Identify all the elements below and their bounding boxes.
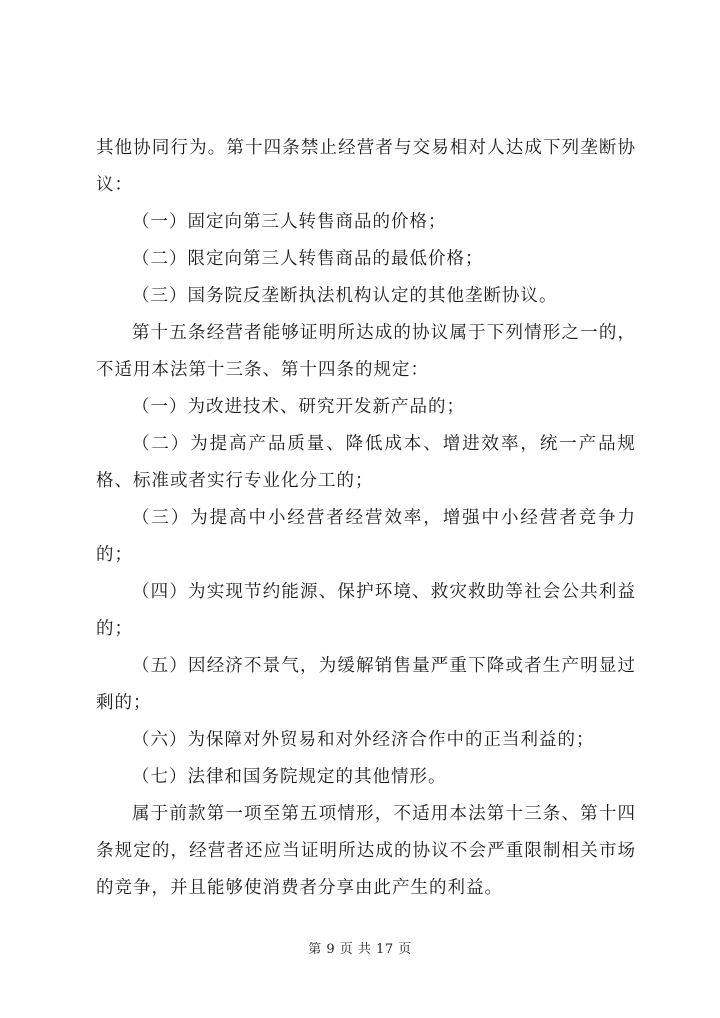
list-item: （三）国务院反垄断执法机构认定的其他垄断协议。 bbox=[132, 286, 558, 306]
list-item: （五）因经济不景气，为缓解销售量严重下降或者生产明显过剩的； bbox=[96, 656, 636, 713]
closing-paragraph: 属于前款第一项至第五项情形，不适用本法第十三条、第十四条规定的，经营者还应当证明所达成的协议不会严重限制相关市场的竞争，并且能够使消费者分享由此产生的利益。 bbox=[96, 804, 636, 898]
list-item: （一）为改进技术、研究开发新产品的； bbox=[132, 397, 465, 417]
list-item: （六）为保障对外贸易和对外经济合作中的正当利益的； bbox=[132, 730, 595, 750]
list-item: （一）固定向第三人转售商品的价格； bbox=[132, 212, 447, 232]
paragraph-continued: 其他协同行为。第十四条禁止经营者与交易相对人达成下列垄断协议： bbox=[96, 138, 636, 195]
list-item: （二）为提高产品质量、降低成本、增进效率，统一产品规格、标准或者实行专业化分工的； bbox=[96, 434, 636, 491]
page-number-footer: 第 9 页 共 17 页 bbox=[308, 942, 412, 957]
list-item: （四）为实现节约能源、保护环境、救灾救助等社会公共利益的； bbox=[96, 582, 636, 639]
list-item: （二）限定向第三人转售商品的最低价格； bbox=[132, 249, 484, 269]
list-item: （三）为提高中小经营者经营效率，增强中小经营者竞争力的； bbox=[96, 508, 636, 565]
list-item: （七）法律和国务院规定的其他情形。 bbox=[132, 767, 447, 787]
document-body bbox=[96, 130, 636, 907]
article-paragraph: 第十五条经营者能够证明所达成的协议属于下列情形之一的，不适用本法第十三条、第十四条的规定： bbox=[96, 323, 636, 380]
